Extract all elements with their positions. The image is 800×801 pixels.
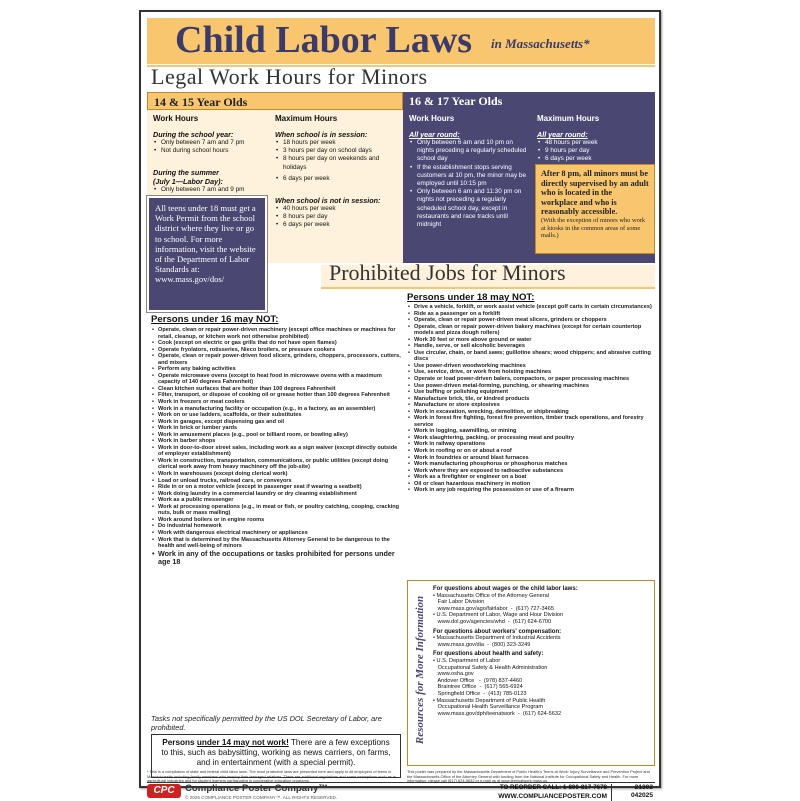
list-item: • Only between 6 am and 10 pm on nights preceding a regularly scheduled school day xyxy=(409,139,527,164)
school-year-label: During the school year: xyxy=(153,130,234,139)
list-item: • Work in freezers or meat coolers xyxy=(151,399,403,406)
list-item: • Work manufacturing phosphorus or phosphorus matches xyxy=(407,461,655,468)
list-item: • Work in excavation, wrecking, demolition, or shipbreaking xyxy=(407,409,655,416)
list-item: • Work doing laundry in a commercial laundry or dry cleaning establishment xyxy=(151,491,403,498)
list-item: • Drive a vehicle, forklift, or work assist vehicle (except golf carts in certain circumstances) xyxy=(407,304,655,311)
list-item: • Use power-driven metal-forming, punching, or shearing machines xyxy=(407,383,655,390)
footnote-right: This poster was prepared by the Massachusetts Department of Public Health's Teens at Work: Injury Surveillance and Prevention Project and the Massachusetts Office of the Attorney General with funding from the National Institute for Occupational Safety and Health. For more information, please call (617) 624-5632 or e-mail us at www.teensatwork.mass.us. xyxy=(407,769,650,784)
resource-line: Occupational Health Surveillance Program xyxy=(433,704,544,711)
list-item: • Work in door-to-door street sales, including work as a sign waiver (except directly outside of employer establishment) xyxy=(151,445,403,458)
list-item: • Work in amusement places (e.g., pool or billiard room, or bowling alley) xyxy=(151,432,403,439)
resource-line: Occupational Safety & Health Administration xyxy=(433,664,548,671)
list-item: • If the establishment stops serving customers at 10 pm, the minor may be employed until 10:15 pm xyxy=(409,164,527,189)
list-item: • Work that is determined by the Massachusetts Attorney General to be dangerous to the health and well-being of minors xyxy=(151,537,403,550)
list-item: • Filter, transport, or dispose of cooking oil or grease hotter than 100 degrees Fahrenheit xyxy=(151,392,403,399)
poster xyxy=(139,10,661,800)
school-year-list xyxy=(153,139,271,155)
reorder-phone: TO REORDER CALL: 1-800-817-7678 xyxy=(499,784,607,791)
summer-list xyxy=(153,186,271,194)
list-item: • Work in roofing or on or about a roof xyxy=(407,448,655,455)
brand-name: Compliance Poster Company™ xyxy=(185,783,328,794)
all-year-label: All year round: xyxy=(409,130,460,139)
list-item: • Work in forest fire fighting, forest fire prevention, timber track operations, and forestry service xyxy=(407,415,655,428)
summer-label: During the summer xyxy=(153,168,219,177)
work-hours-list xyxy=(409,139,527,229)
list-item: • 6 days per week xyxy=(275,175,399,183)
poster-number: 21302 xyxy=(634,784,653,791)
in-session-list xyxy=(275,139,399,183)
list-item: • Oil or clean hazardous machinery in motion xyxy=(407,481,655,488)
under-18-list xyxy=(407,304,655,494)
under-16-heading: Persons under 16 may NOT: xyxy=(151,314,279,325)
list-item: • Work in logging, sawmilling, or mining xyxy=(407,428,655,435)
list-item: • Only between 7 am and 7 pm xyxy=(153,139,271,147)
list-item: • Operate, clean or repair power-driven food slicers, grinders, choppers, processors, cutters, and mixers xyxy=(151,353,403,366)
list-item: • Work as a public messenger xyxy=(151,497,403,504)
supervision-exception: (With the exception of minors who work at kiosks in the common areas of some malls.) xyxy=(541,216,646,240)
prohibited-rule xyxy=(321,287,655,289)
work-hours-heading: Work Hours xyxy=(153,114,199,123)
list-item: • 8 hours per day xyxy=(275,213,399,221)
resource-line: www.mass.gov/dia - (800) 323-3249 xyxy=(433,641,531,648)
list-item: • 40 hours per week xyxy=(275,205,399,213)
resource-line: www.dol.gov/agencies/whd - (617) 624-6700 xyxy=(433,618,552,625)
list-item: • Use circular, chain, or band saws; guillotine shears; wood chippers; and abrasive cutting discs xyxy=(407,350,655,363)
resource-line: • Massachusetts Department of Public Health xyxy=(433,697,546,704)
list-item: • Operate, clean or repair power-driven meat slicers, grinders or choppers xyxy=(407,317,655,324)
list-item: • 48 hours per week xyxy=(537,139,651,147)
resource-line: www.osha.gov xyxy=(433,671,474,678)
resource-line: Springfield Office - (413) 785-0123 xyxy=(433,690,527,697)
list-item: • 6 days per week xyxy=(537,155,651,163)
list-item: • Work on or use ladders, scaffolds, or their substitutes xyxy=(151,412,403,419)
list-item: • Work in barber shops xyxy=(151,438,403,445)
list-item: • Work in a manufacturing facility or occupation (e.g., in a factory, as an assembler) xyxy=(151,406,403,413)
list-item: • Handle, serve, or sell alcoholic beverages xyxy=(407,343,655,350)
list-item: • 3 hours per day on school days xyxy=(275,147,399,155)
list-item: • 8 hours per day on weekends and holidays xyxy=(275,155,399,171)
list-item: • Operate fryolators, rotisseries, Nieco broilers, or pressure cookers xyxy=(151,347,403,354)
list-item: • 6 days per week xyxy=(275,221,399,229)
summer-dates-label: (July 1—Labor Day): xyxy=(153,177,223,186)
max-hours-heading: Maximum Hours xyxy=(275,114,338,123)
header-16-17: 16 & 17 Year Olds xyxy=(403,92,655,110)
under-14-lead: Persons xyxy=(162,738,197,747)
section-title-prohibited: Prohibited Jobs for Minors xyxy=(329,260,566,285)
supervision-text: After 8 pm, all minors must be directly supervised by an adult who is located in the workplace and who is reasonably accessible. xyxy=(541,169,649,217)
resource-line: Andover Office - (978) 837-4460 xyxy=(433,677,523,684)
resources-q1-lines xyxy=(433,593,653,626)
revision-code: 042025 xyxy=(630,792,653,800)
work-hours-heading: Work Hours xyxy=(409,114,455,123)
website-link[interactable]: WWW.COMPLIANCEPOSTER.COM xyxy=(498,793,607,800)
resources-q2: For questions about workers' compensation: xyxy=(433,628,562,635)
list-item: • Use power-driven woodworking machines xyxy=(407,363,655,370)
tasks-note: Tasks not specifically permitted by the US DOL Secretary of Labor, are prohibited. xyxy=(151,714,382,732)
list-item: • Only between 6 am and 11:30 pm on nights not preceding a regularly scheduled school day, except in restaurants and race tracks until midnight xyxy=(409,188,527,229)
under-18-heading: Persons under 18 may NOT: xyxy=(407,292,535,303)
resource-line: • Massachusetts Department of Industrial Accidents xyxy=(433,635,561,642)
list-item: • Do industrial homework xyxy=(151,523,403,530)
title-subtitle: in Massachusetts* xyxy=(491,36,590,51)
resource-line: • U.S. Department of Labor, Wage and Hour Division xyxy=(433,612,564,619)
list-item: • Work in warehouses (except doing clerical work) xyxy=(151,471,403,478)
resource-line: • U.S. Department of Labor xyxy=(433,657,501,664)
list-item: • Use, service, drive, or work from hoisting machines xyxy=(407,369,655,376)
list-item: • Manufacture or store explosives xyxy=(407,402,655,409)
list-item: • 18 hours per week xyxy=(275,139,399,147)
list-item: • Use buffing or polishing equipment xyxy=(407,389,655,396)
list-item: • Work around boilers or in engine rooms xyxy=(151,517,403,524)
list-item: • Work in any of the occupations or tasks prohibited for persons under age 18 xyxy=(151,550,403,566)
section-title-hours: Legal Work Hours for Minors xyxy=(151,64,428,89)
list-item: • Work as a firefighter or engineer on a boat xyxy=(407,474,655,481)
list-item: • Perform any baking activities xyxy=(151,366,403,373)
copyright: © 2025 COMPLIANCE POSTER COMPANY™. ALL RIGHTS RESERVED. xyxy=(185,795,338,800)
list-item: • 9 hours per day xyxy=(537,147,651,155)
list-item: • Not during school hours xyxy=(153,147,271,155)
list-item: • Work in construction, transportation, communications, or public utilities (except doing clerical work away from heavy machinery off the job-site) xyxy=(151,458,403,471)
list-item: • Only between 7 am and 9 pm xyxy=(153,186,271,194)
list-item: • Work in any job requiring the possession or use of a firearm xyxy=(407,487,655,494)
list-item: • Work in brick or lumber yards xyxy=(151,425,403,432)
page-title: Child Labor Laws xyxy=(175,19,473,61)
list-item: • Cook (except on electric or gas grills that do not have open flames) xyxy=(151,340,403,347)
in-session-label: When school is in session: xyxy=(275,130,368,139)
work-permit-box: All teens under 18 must get a Work Permit from the school district where they live or go to school. For more information, visit the website of the Department of Labor Standards at: www.mass.gov/dos/ xyxy=(147,196,267,312)
list-item: • Ride in or on a motor vehicle (except in passenger seat if wearing a seatbelt) xyxy=(151,484,403,491)
list-item: • Work in foundries or around blast furnaces xyxy=(407,455,655,462)
list-item: • Work where they are exposed to radioactive substances xyxy=(407,468,655,475)
list-item: • Work 30 feet or more above ground or water xyxy=(407,337,655,344)
list-item: • Ride as a passenger on a forklift xyxy=(407,311,655,318)
list-item: • Work with dangerous electrical machinery or appliances xyxy=(151,530,403,537)
resource-line: www.mass.gov/dph/teenatwork - (617) 624-5632 xyxy=(433,710,562,717)
resources-body xyxy=(433,584,653,717)
resource-line: www.mass.gov/ago/fairlabor - (617) 727-3465 xyxy=(433,605,554,612)
resources-q3: For questions about health and safety: xyxy=(433,651,544,658)
list-item: • Load or unload trucks, railroad cars, or conveyors xyxy=(151,478,403,485)
list-item: • Operate, clean or repair power-driven machinery (except office machines or machines for retail, cleanup, or kitchen work not otherwise prohibited) xyxy=(151,327,403,340)
list-item: • Operate microwave ovens (except to heat food in microwave ovens with a maximum capacity of 140 degrees Fahrenheit) xyxy=(151,373,403,386)
max-hours-list xyxy=(537,139,651,164)
poster-codes xyxy=(611,784,653,801)
resources-q2-lines xyxy=(433,635,653,648)
under-14-emphasis: under 14 may not work! xyxy=(196,738,289,747)
resource-line: Braintree Office - (617) 565-6924 xyxy=(433,684,523,691)
footnote-left: * This is a compilation of state and federal child labor laws. The most protective laws are presented here and apply to all employers of teens in Massachusetts including family members who employ their teenaged relatives. There are additional regulations and some exemptions such as in agricultural industries and for student learners participating in cooperative education programs. xyxy=(147,769,396,784)
under-16-list xyxy=(151,327,403,566)
resource-line: Fair Labor Division xyxy=(433,599,485,606)
list-item: • Operate, clean or repair power-driven bakery machines (except for certain countertop models and pizza dough rollers) xyxy=(407,324,655,337)
list-item: • Work at processing operations (e.g., in meat or fish, or poultry catching, cooping, cracking nuts, bulk or mass mailing) xyxy=(151,504,403,517)
resources-title: Resources for More Information xyxy=(414,595,426,745)
company-logo: CPC xyxy=(147,784,181,798)
not-in-session-label: When school is not in session: xyxy=(275,196,381,205)
list-item: • Operate or load power-driven balers, compactors, or paper processing machines xyxy=(407,376,655,383)
max-hours-heading: Maximum Hours xyxy=(537,114,600,123)
list-item: • Manufacture brick, tile, or kindred products xyxy=(407,396,655,403)
list-item: • Work slaughtering, packing, or processing meat and poultry xyxy=(407,435,655,442)
list-item: • Work in railway operations xyxy=(407,441,655,448)
all-year-label: All year round: xyxy=(537,130,588,139)
not-in-session-list xyxy=(275,205,399,230)
list-item: • Work in garages, except dispensing gas and oil xyxy=(151,419,403,426)
list-item: • Clean kitchen surfaces that are hotter than 100 degrees Fahrenheit xyxy=(151,386,403,393)
under-14-text: There are a few exceptions to this, such as babysitting, working as news carriers, on farms, and in entertainment (with a special permit). xyxy=(161,738,391,767)
resource-line: • Massachusetts Office of the Attorney General xyxy=(433,592,549,599)
resources-side-label xyxy=(411,584,429,762)
header-14-15: 14 & 15 Year Olds xyxy=(147,92,403,110)
resources-q1: For questions about wages or the child labor laws: xyxy=(433,586,578,592)
supervision-note xyxy=(535,164,655,254)
resources-q3-lines xyxy=(433,658,653,717)
